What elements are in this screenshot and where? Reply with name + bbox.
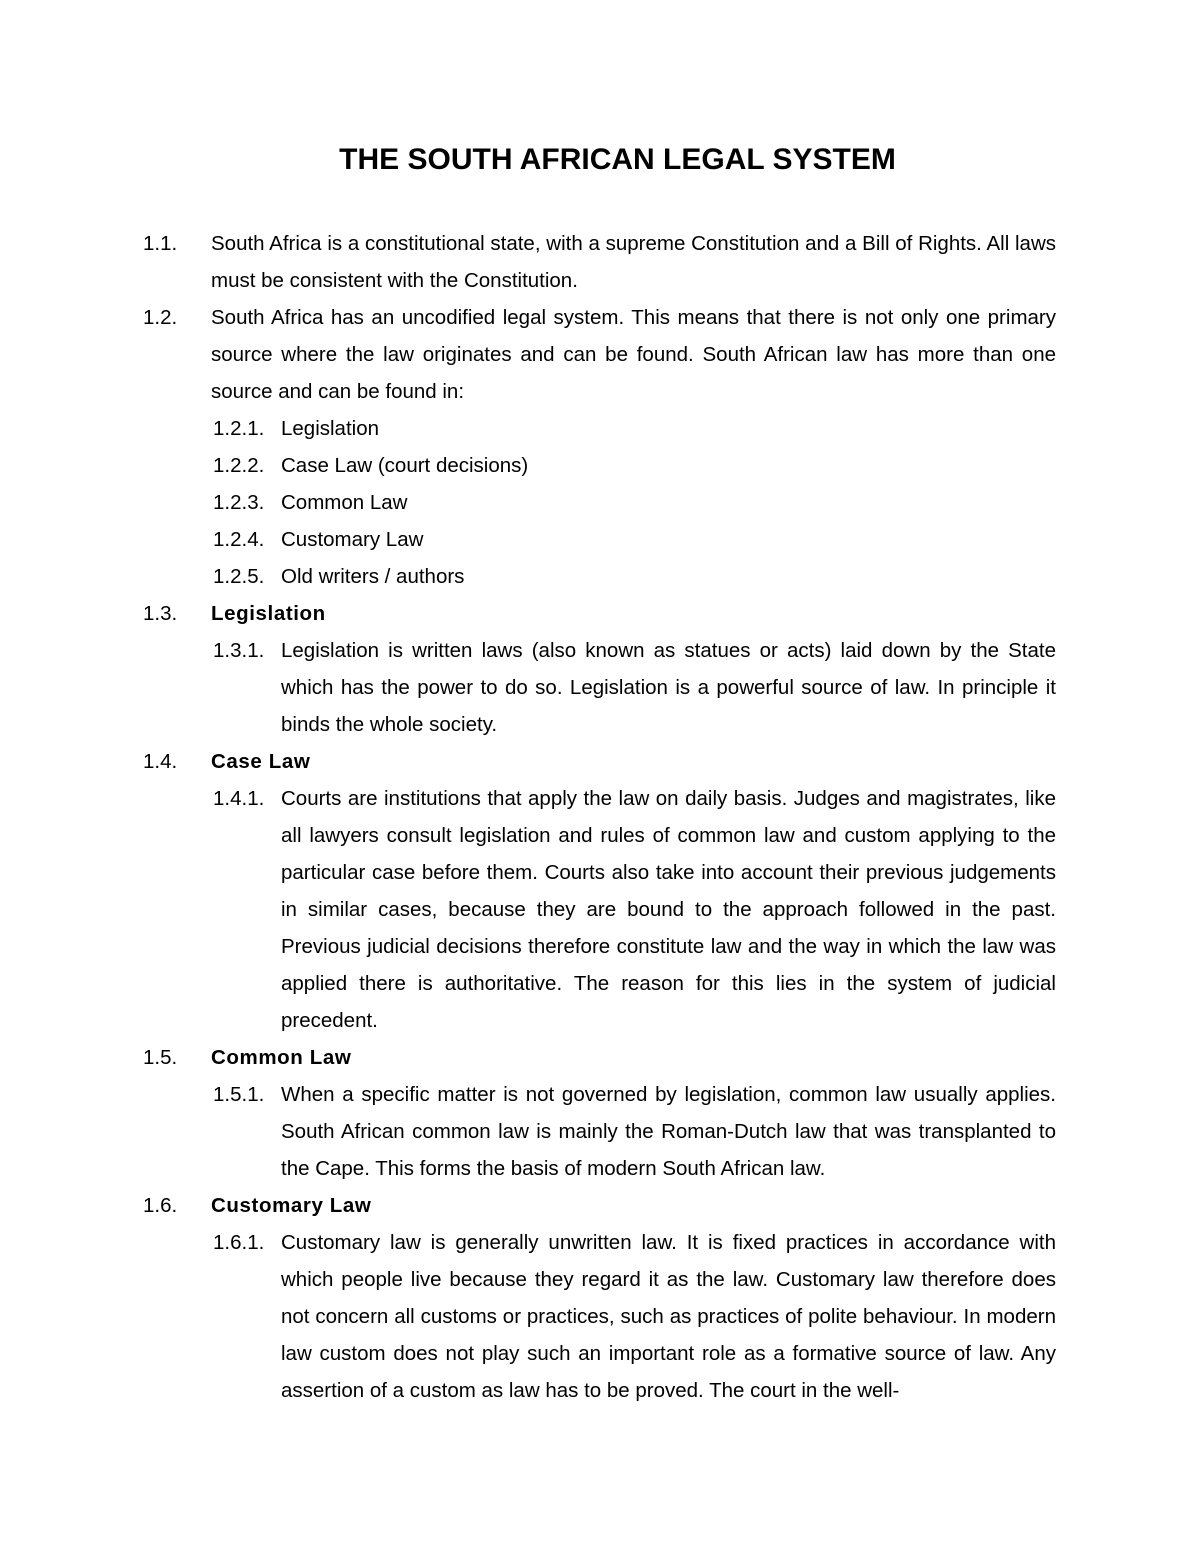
sub-list-item	[0, 1076, 1200, 1187]
item-number: 1.6.1.	[213, 1231, 265, 1254]
sub-list-item	[0, 521, 1200, 558]
item-number: 1.2.2.	[213, 454, 265, 477]
item-text: Case Law (court decisions)	[281, 454, 529, 477]
heading-text: Case Law	[211, 750, 311, 773]
heading-text: Common Law	[211, 1046, 352, 1069]
item-number: 1.3.	[143, 602, 178, 625]
heading-text: Legislation	[211, 602, 326, 625]
item-text: When a specific matter is not governed by legislation, common law usually applies. South African common law is mainly the Roman-Dutch law that was transplanted to the Cape. This forms the basis of modern South African law.	[281, 1083, 1056, 1180]
item-text: Old writers / authors	[281, 565, 465, 588]
sub-list-item	[0, 780, 1200, 1039]
item-text: Customary law is generally unwritten law. It is fixed practices in accordance with which people live because they regard it as the law. Customary law therefore does not concern all customs or practices, such as practices of polite behaviour. In modern law custom does not play such an important role as a formative source of law. Any assertion of a custom as law has to be proved. The court in the well-	[281, 1231, 1056, 1402]
list-item	[0, 225, 1200, 299]
item-text: Legislation is written laws (also known as statues or acts) laid down by the State which has the power to do so. Legislation is a powerful source of law. In principle it binds the whole society.	[281, 639, 1056, 736]
item-number: 1.5.1.	[213, 1083, 265, 1106]
item-number: 1.2.1.	[213, 417, 265, 440]
item-text: Customary Law	[281, 528, 424, 551]
item-number: 1.2.5.	[213, 565, 265, 588]
sub-list-item	[0, 410, 1200, 447]
item-number: 1.4.1.	[213, 787, 265, 810]
section-heading-legislation	[0, 595, 1200, 632]
document-title: THE SOUTH AFRICAN LEGAL SYSTEM	[339, 143, 896, 176]
sub-list-item	[0, 484, 1200, 521]
item-number: 1.2.3.	[213, 491, 265, 514]
sub-list-item	[0, 447, 1200, 484]
item-text: Courts are institutions that apply the law on daily basis. Judges and magistrates, like all lawyers consult legislation and rules of common law and custom applying to the particular case before them. Courts also take into account their previous judgements in similar cases, because they are bound to the approach followed in the past. Previous judicial decisions therefore constitute law and the way in which the law was applied there is authoritative. The reason for this lies in the system of judicial precedent.	[281, 787, 1056, 1032]
sub-list-item	[0, 632, 1200, 743]
heading-text: Customary Law	[211, 1194, 372, 1217]
document-body	[0, 225, 1200, 1409]
sub-list-item	[0, 1224, 1200, 1409]
item-text: Legislation	[281, 417, 380, 440]
list-item	[0, 299, 1200, 410]
item-number: 1.1.	[143, 232, 178, 255]
section-heading-customary-law	[0, 1187, 1200, 1224]
sub-list-item	[0, 558, 1200, 595]
section-heading-case-law	[0, 743, 1200, 780]
item-text: South Africa has an uncodified legal system. This means that there is not only one primary source where the law originates and can be found. South African law has more than one source and can be found in:	[211, 306, 1056, 403]
item-number: 1.2.	[143, 306, 178, 329]
item-number: 1.6.	[143, 1194, 178, 1217]
item-number: 1.3.1.	[213, 639, 265, 662]
item-number: 1.4.	[143, 750, 178, 773]
item-text: South Africa is a constitutional state, with a supreme Constitution and a Bill of Rights. All laws must be consistent with the Constitution.	[211, 232, 1056, 292]
item-text: Common Law	[281, 491, 408, 514]
item-number: 1.2.4.	[213, 528, 265, 551]
item-number: 1.5.	[143, 1046, 178, 1069]
section-heading-common-law	[0, 1039, 1200, 1076]
